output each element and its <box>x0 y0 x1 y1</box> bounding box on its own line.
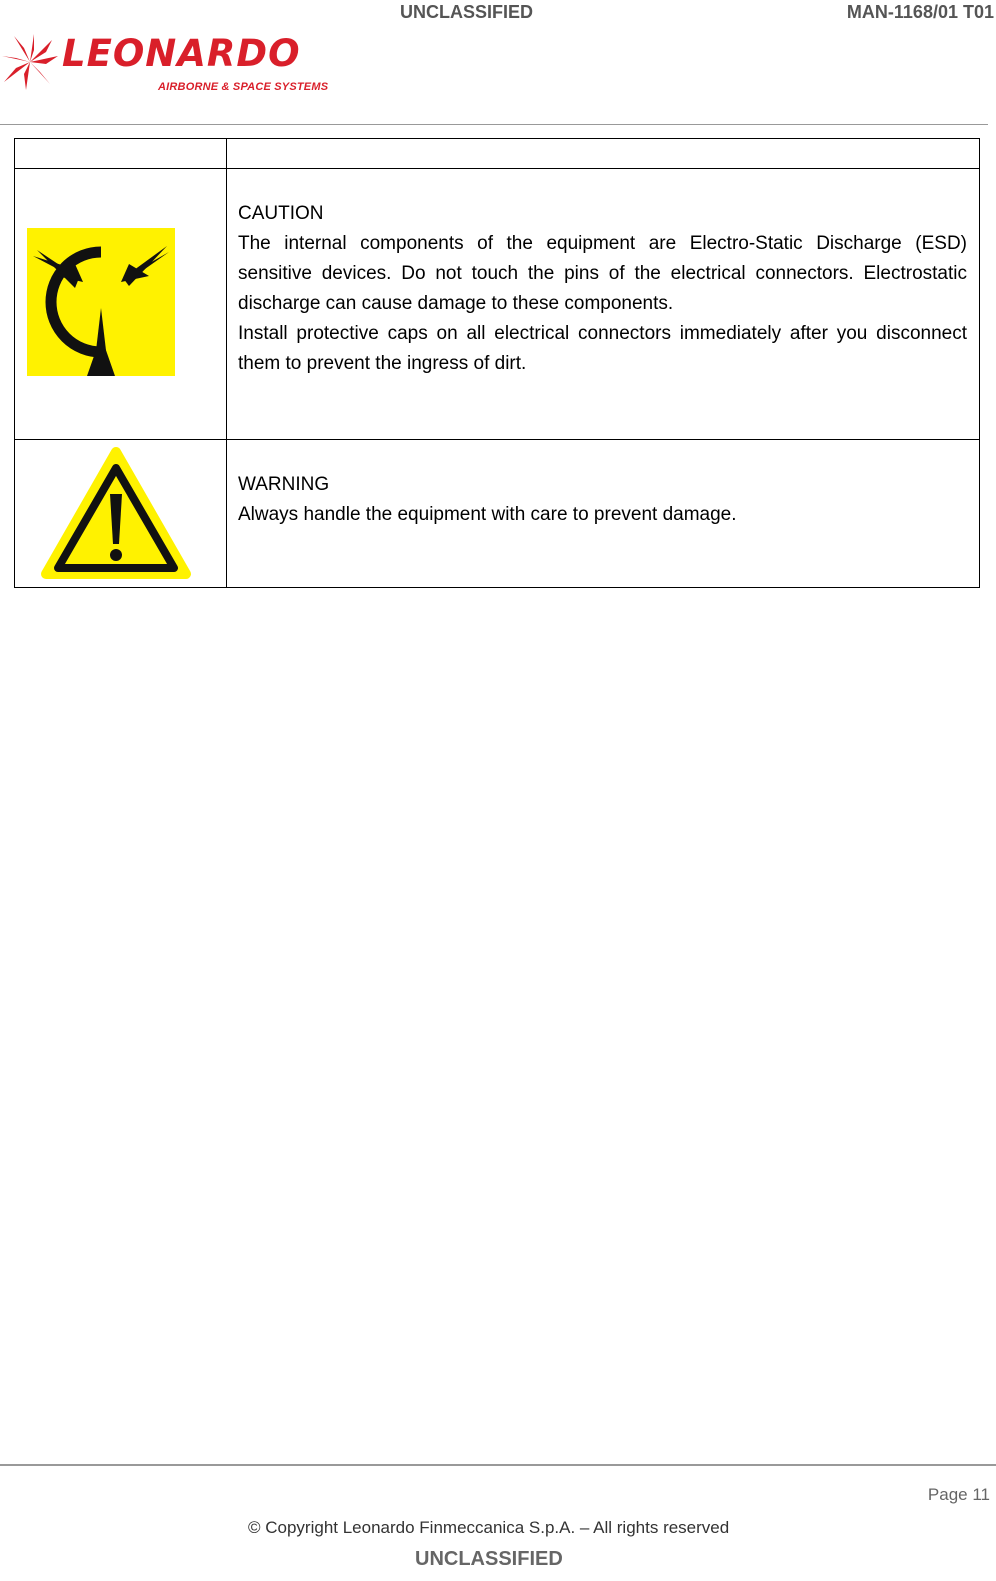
header-cell-icon <box>15 139 227 169</box>
leonardo-star-icon <box>0 32 60 92</box>
logo-wordmark: LEONARDO <box>62 32 301 75</box>
document-number: MAN-1168/01 T01 <box>846 2 994 22</box>
caution-icon-cell <box>15 169 227 440</box>
warning-triangle-icon <box>40 446 192 582</box>
safety-notices-table <box>14 138 980 588</box>
copyright-notice: © Copyright Leonardo Finmeccanica S.p.A. – All rights reserved <box>248 1518 730 1537</box>
warning-paragraph-1: Always handle the equipment with care to prevent damage. <box>238 504 737 525</box>
warning-text-cell <box>227 440 980 588</box>
caution-text-cell <box>227 169 980 440</box>
header-classification: UNCLASSIFIED <box>400 2 534 22</box>
header-cell-text <box>227 139 980 169</box>
caution-paragraph-1: The internal components of the equipment are Electro-Static Discharge (ESD) sensitive devices. Do not touch the pins of the electrical connectors. Electrostatic discharge can cause damage to these components. <box>238 233 967 314</box>
footer-divider <box>0 1464 996 1466</box>
warning-row <box>15 440 980 588</box>
caution-row <box>15 169 980 440</box>
warning-icon-cell <box>15 440 227 588</box>
logo-subtitle: AIRBORNE & SPACE SYSTEMS <box>158 81 329 93</box>
footer-classification: UNCLASSIFIED <box>415 1548 563 1570</box>
caution-paragraph-2: Install protective caps on all electrical connectors immediately after you disconnect them to prevent the ingress of dirt. <box>238 323 967 374</box>
warning-heading: WARNING <box>238 474 330 495</box>
leonardo-logo <box>0 28 330 104</box>
page-number: Page 11 <box>927 1485 990 1504</box>
esd-sensitive-icon <box>27 228 175 376</box>
caution-heading: CAUTION <box>238 203 324 224</box>
header-divider <box>0 124 988 125</box>
table-header-row <box>15 139 980 169</box>
